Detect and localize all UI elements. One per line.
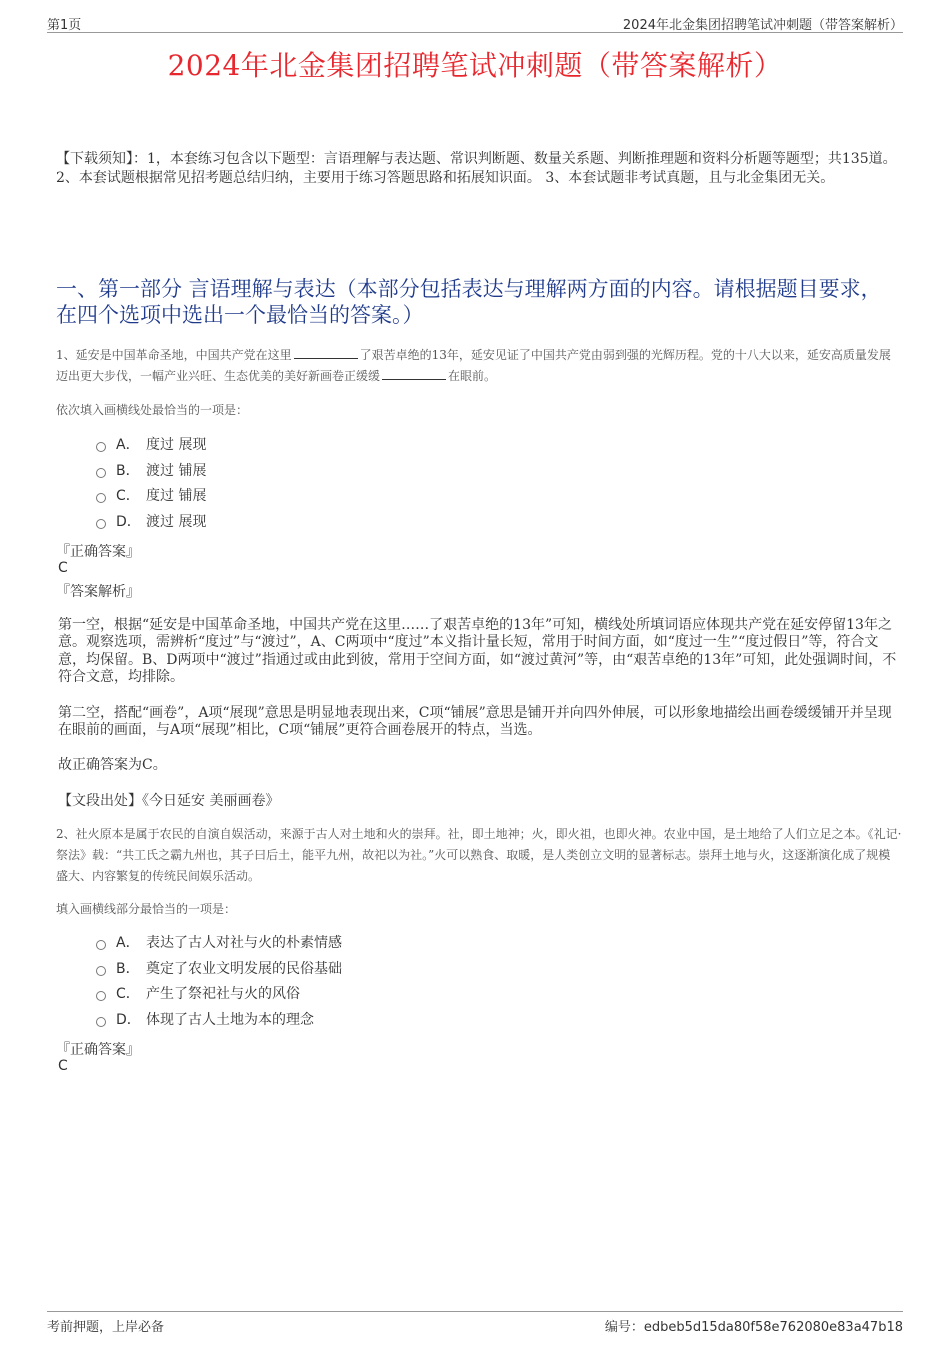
radio-icon[interactable] (96, 468, 106, 478)
header-doc-title: 2024年北金集团招聘笔试冲刺题（带答案解析） (622, 18, 903, 33)
text-source: 【文段出处】《今日延安 美丽画卷》 (58, 793, 280, 809)
radio-icon[interactable] (96, 442, 106, 452)
page-header (47, 12, 903, 33)
document-code: 编号：edbeb5d15da80f58e762080e83a47b18 (604, 1320, 903, 1335)
option-a[interactable]: A． 度过 展现 (96, 434, 206, 460)
radio-icon[interactable] (96, 493, 106, 503)
correct-answer-label: 『正确答案』 (56, 1042, 140, 1058)
analysis-paragraph-1: 第一空，根据“延安是中国革命圣地，中国共产党在这里……了艰苦卓绝的13年”可知，横线处所填词语应体现共产党在延安停留13年之意。观察选项，需辨析“度过”与“渡过”，A、C两项中“度过”本义指计量长短，常用于时间方面，如“度过一生”“度过假日”等，符合文意，均保留。B、D两项中“渡过”指通过或由此到彼，常用于空间方面，如“渡过黄河”等，由“艰苦卓绝的13年”可知，此处强调时间，不符合文意，均排除。 (58, 617, 897, 685)
correct-answer-label: 『正确答案』 (56, 544, 140, 560)
option-d[interactable]: D． 渡过 展现 (96, 511, 206, 537)
radio-icon[interactable] (96, 966, 106, 976)
analysis-conclusion: 故正确答案为C。 (58, 757, 167, 773)
radio-icon[interactable] (96, 1017, 106, 1027)
blank-line (382, 367, 446, 380)
analysis-label: 『答案解析』 (56, 584, 140, 600)
page-number: 第1页 (47, 18, 82, 33)
correct-answer: C (58, 1058, 68, 1074)
option-c[interactable]: C． 度过 铺展 (96, 485, 206, 511)
correct-answer: C (58, 560, 68, 576)
option-b[interactable]: B． 渡过 铺展 (96, 460, 206, 486)
question-1-options (96, 434, 206, 537)
section-heading: 一、第一部分 言语理解与表达（本部分包括表达与理解两方面的内容。请根据题目要求，在四个选项中选出一个最恰当的答案。） (56, 277, 882, 327)
analysis-paragraph-2: 第二空，搭配“画卷”，A项“展现”意思是明显地表现出来，C项“铺展”意思是铺开并向四外伸展，可以形象地描绘出画卷缓缓铺开并呈现在眼前的画面，与A项“展现”相比，C项“铺展”更符合画卷展开的特点，当选。 (58, 705, 892, 739)
footer-slogan: 考前押题，上岸必备 (47, 1320, 165, 1335)
question-2-options (96, 932, 342, 1035)
radio-icon[interactable] (96, 991, 106, 1001)
option-c[interactable]: C． 产生了祭祀社与火的风俗 (96, 983, 342, 1009)
question-1-prompt: 依次填入画横线处最恰当的一项是： (56, 403, 249, 417)
option-b[interactable]: B． 奠定了农业文明发展的民俗基础 (96, 958, 342, 984)
radio-icon[interactable] (96, 940, 106, 950)
question-1-stem: 1、延安是中国革命圣地，中国共产党在这里 了艰苦卓绝的13年，延安见证了中国共产党由弱到强的光辉历程。党的十八大以来，延安高质量发展迈出更大步伐，一幅产业兴旺、生态优美的美好新画卷正缓缓 在眼前。 (56, 348, 891, 383)
question-2-stem: 2、社火原本是属于农民的自演自娱活动，来源于古人对土地和火的崇拜。社，即土地神；火，即火祖，也即火神。农业中国，是土地给了人们立足之本。《礼记·祭法》载：“共工氏之霸九州也，其子曰后土，能平九州，故祀以为社。”火可以熟食、取暖，是人类创立文明的显著标志。崇拜土地与火，这逐渐演化成了规模盛大、内容繁复的传统民间娱乐活动。 (56, 827, 902, 883)
radio-icon[interactable] (96, 519, 106, 529)
document-title: 2024年北金集团招聘笔试冲刺题（带答案解析） (167, 49, 783, 82)
blank-line (294, 346, 358, 359)
option-a[interactable]: A． 表达了古人对社与火的朴素情感 (96, 932, 342, 958)
option-d[interactable]: D． 体现了古人土地为本的理念 (96, 1009, 342, 1035)
page-footer (47, 1311, 903, 1336)
question-2-prompt: 填入画横线部分最恰当的一项是： (56, 902, 237, 916)
download-notice: 【下载须知】：1，本套练习包含以下题型：言语理解与表达题、常识判断题、数量关系题、判断推理题和资料分析题等题型；共135道。 2、本套试题根据常见招考题总结归纳，主要用于练习答题思路和拓展知识面。 3、本套试题非考试真题，且与北金集团无关。 (56, 151, 897, 186)
